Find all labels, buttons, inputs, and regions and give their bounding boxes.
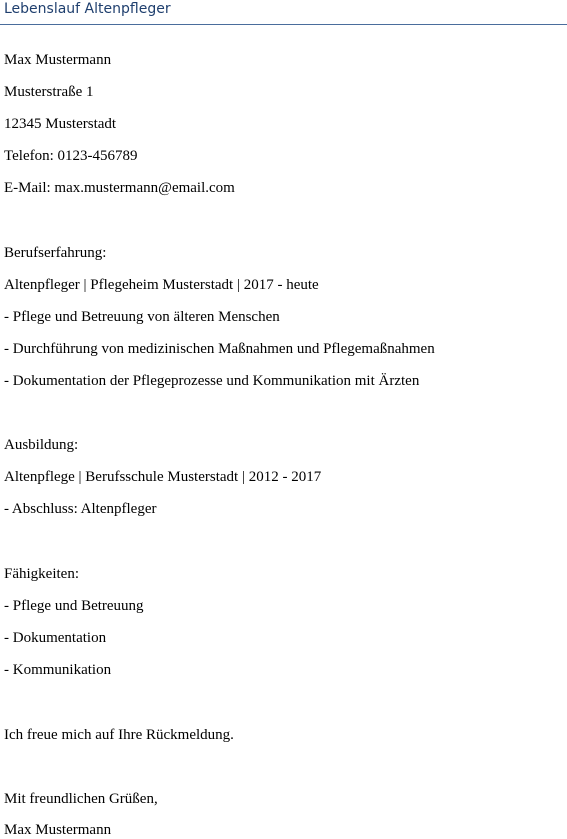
experience-item: - Dokumentation der Pflegeprozesse und Kommunikation mit Ärzten bbox=[4, 373, 420, 389]
header-divider bbox=[0, 24, 567, 25]
skills-heading: Fähigkeiten: bbox=[4, 566, 79, 582]
experience-item: - Durchführung von medizinischen Maßnahmen und Pflegemaßnahmen bbox=[4, 341, 435, 357]
closing-signature: Max Mustermann bbox=[4, 822, 112, 838]
experience-item: - Pflege und Betreuung von älteren Menschen bbox=[4, 309, 280, 325]
document-title: Lebenslauf Altenpfleger bbox=[4, 1, 171, 17]
contact-email: E-Mail: max.mustermann@email.com bbox=[4, 180, 235, 196]
education-heading: Ausbildung: bbox=[4, 437, 79, 453]
skills-item: - Dokumentation bbox=[4, 630, 107, 646]
experience-position: Altenpfleger | Pflegeheim Musterstadt | 2017 - heute bbox=[4, 277, 319, 293]
experience-heading: Berufserfahrung: bbox=[4, 245, 107, 261]
contact-phone: Telefon: 0123-456789 bbox=[4, 148, 138, 164]
contact-city: 12345 Musterstadt bbox=[4, 116, 117, 132]
contact-name: Max Mustermann bbox=[4, 52, 112, 68]
closing-greeting: Mit freundlichen Grüßen, bbox=[4, 791, 158, 807]
contact-street: Musterstraße 1 bbox=[4, 84, 94, 100]
closing-text: Ich freue mich auf Ihre Rückmeldung. bbox=[4, 727, 234, 743]
page-header bbox=[0, 0, 567, 26]
skills-item: - Pflege und Betreuung bbox=[4, 598, 144, 614]
education-item: - Abschluss: Altenpfleger bbox=[4, 501, 157, 517]
education-entry: Altenpflege | Berufsschule Musterstadt | 2012 - 2017 bbox=[4, 469, 322, 485]
skills-item: - Kommunikation bbox=[4, 662, 112, 678]
